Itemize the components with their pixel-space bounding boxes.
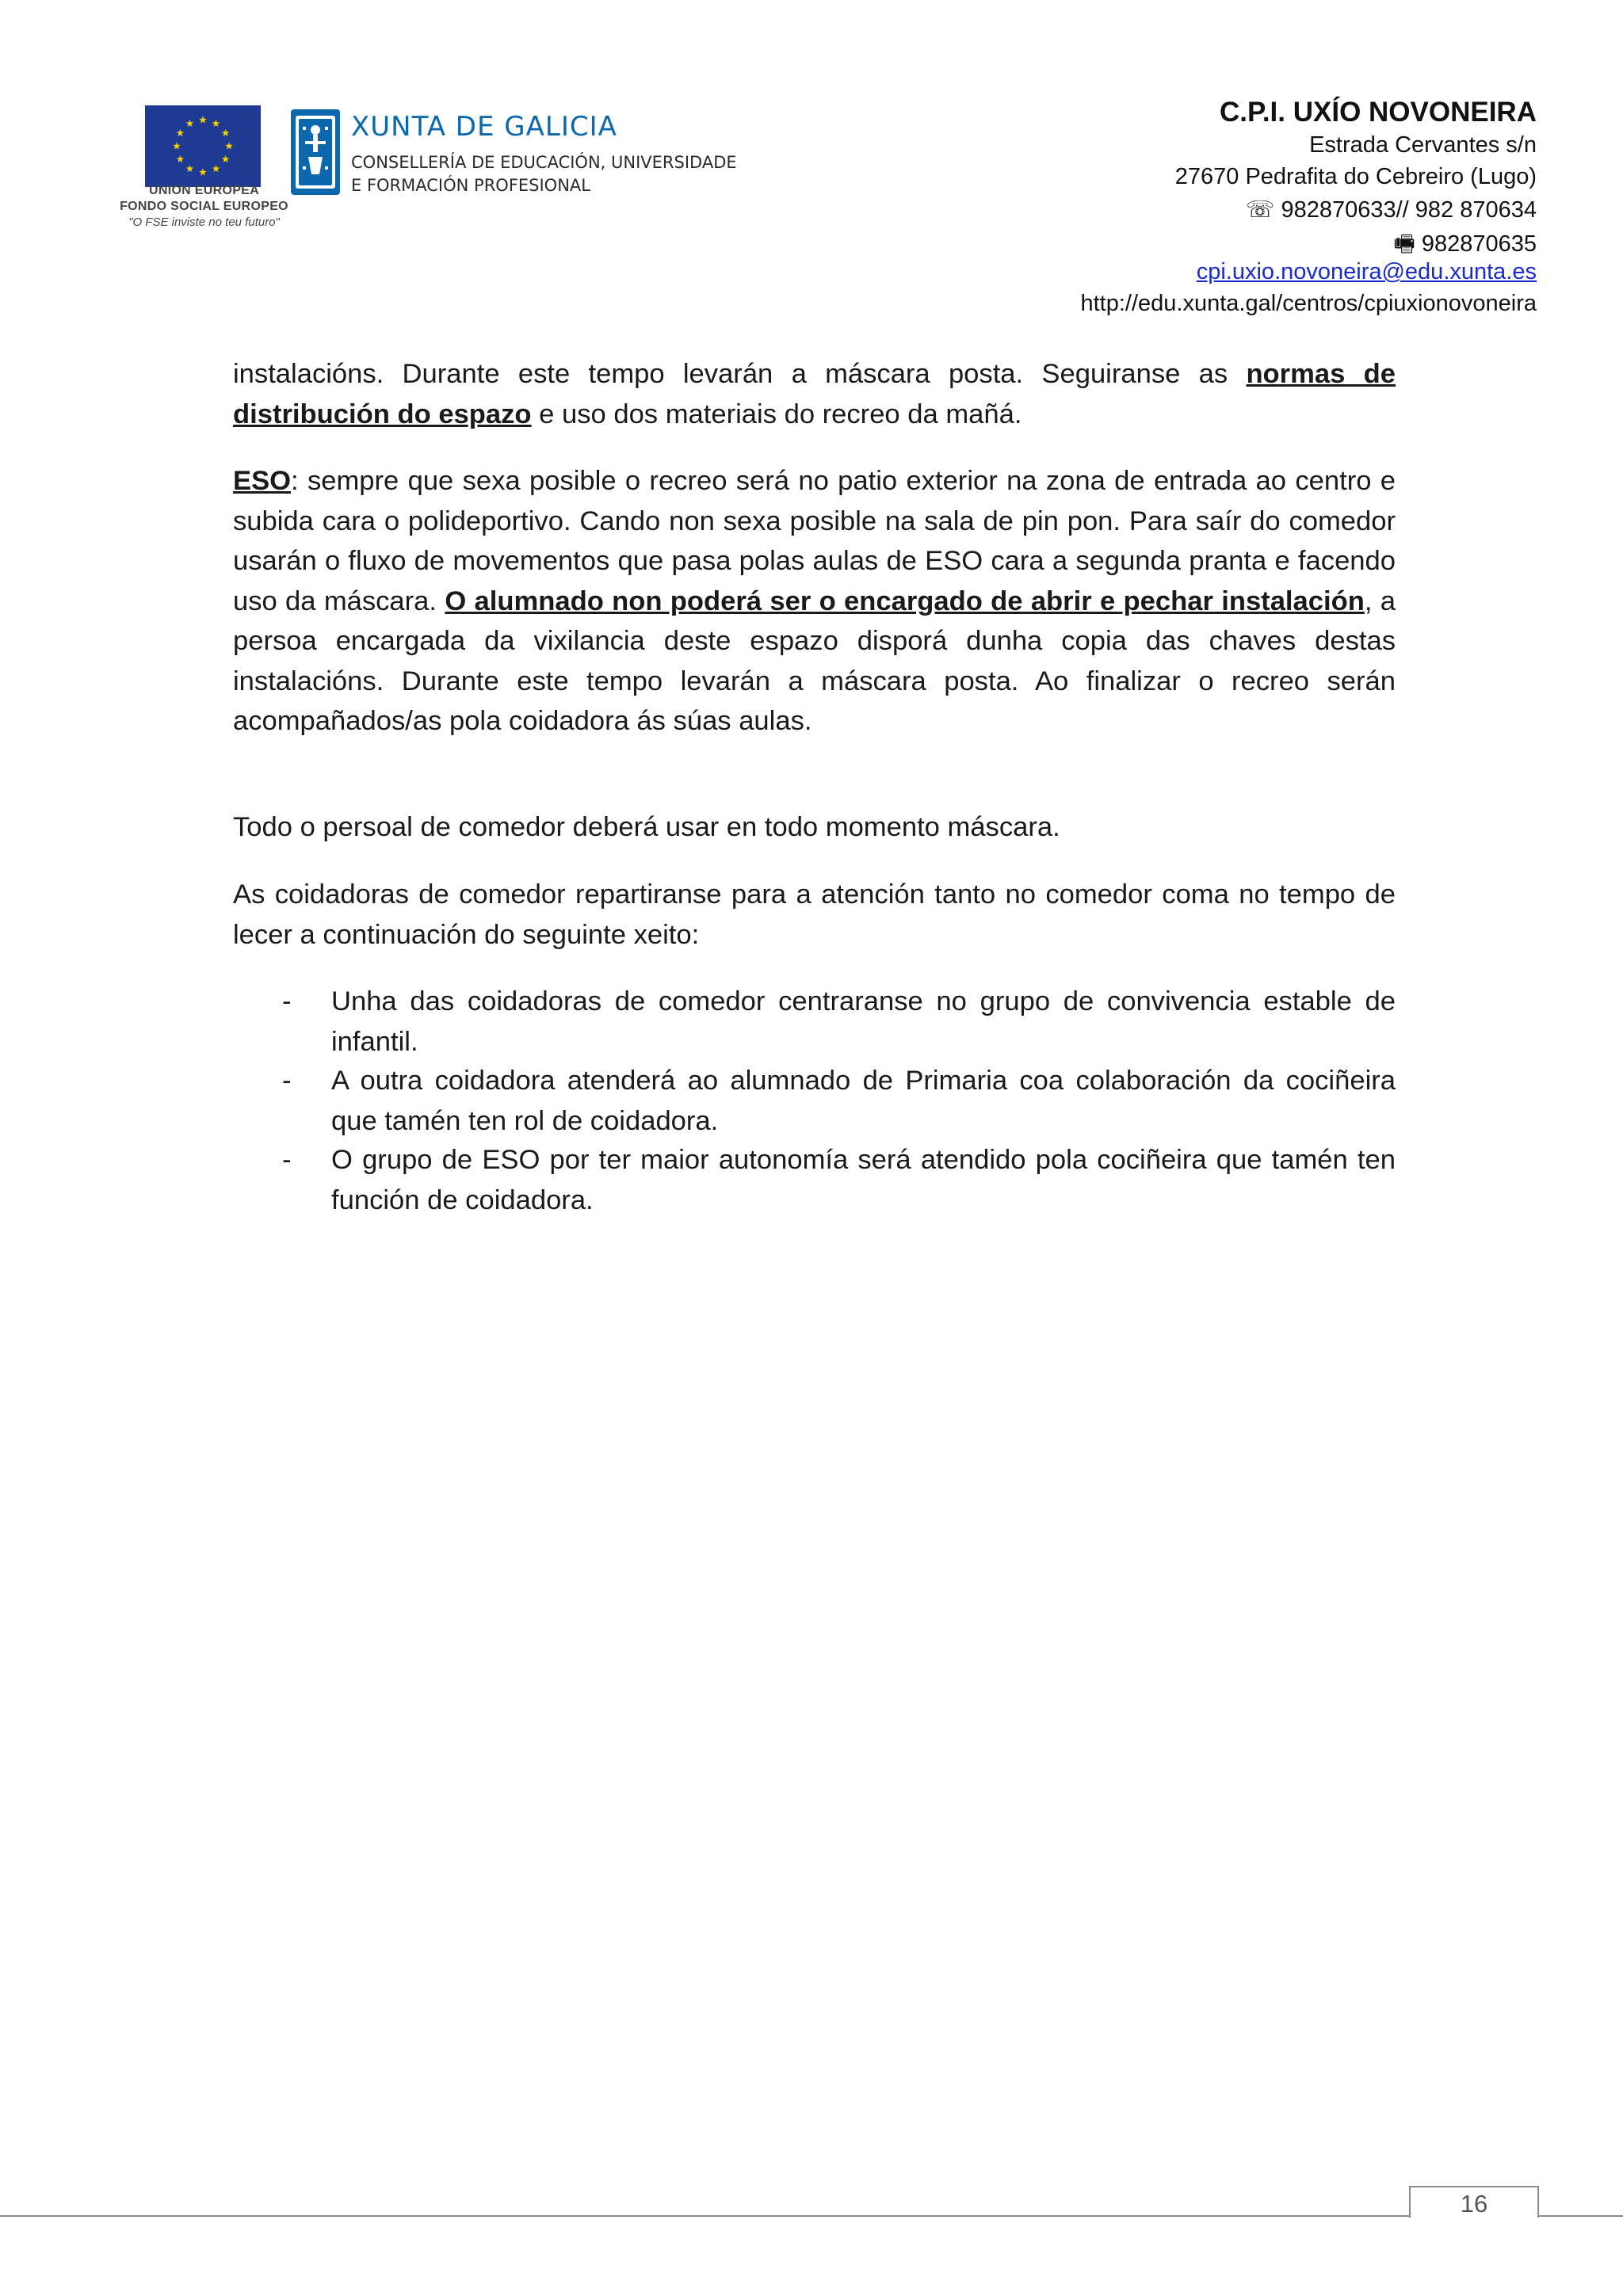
paragraph-eso-heading: ESO [233, 466, 292, 496]
list-item-text: A outra coidadora atenderá ao alumnado de Primaria coa colaboración da cociñeira que tamén ten rol de coidadora. [331, 1066, 1396, 1136]
school-name: C.P.I. UXÍO NOVONEIRA [1220, 97, 1537, 128]
xunta-dept-line1: CONSELLERÍA DE EDUCACIÓN, UNIVERSIDADE [351, 153, 737, 172]
school-phone: ☏ 982870633// 982 870634 [1246, 197, 1537, 223]
paragraph-1 [233, 354, 1396, 434]
list-bullet: - [282, 1066, 292, 1096]
list-item [233, 1140, 1396, 1220]
eu-caption-line1: UNIÓN EUROPEA [148, 184, 260, 197]
page-number: 16 [1409, 2186, 1539, 2218]
eu-caption-line3: "O FSE inviste no teu futuro" [128, 215, 280, 229]
school-address-line1: Estrada Cervantes s/n [1309, 132, 1537, 158]
paragraph-1-text-a: instalacións. Durante este tempo levarán a máscara posta. Seguiranse as [233, 359, 1247, 389]
xunta-dept-line2: E FORMACIÓN PROFESIONAL [351, 176, 590, 195]
list-item-text: Unha das coidadoras de comedor centraranse no grupo de convivencia estable de infantil. [331, 986, 1396, 1057]
paragraph-eso-text-b: , a persoa encargada da vixilancia deste espazo disporá dunha copia das chaves destas instalacións. Durante este tempo levarán a máscara posta. Ao finalizar o recreo serán acompañados/as pola coidadora ás súas aulas. [233, 585, 1396, 736]
paragraph-1-bold: normas de distribución do espazo [233, 359, 1396, 429]
school-website: http://edu.xunta.gal/centros/cpiuxionovoneira [1080, 291, 1537, 316]
school-fax: 🖷 982870635 [1393, 231, 1537, 257]
galicia-emblem-icon [291, 109, 340, 195]
paragraph-eso [233, 461, 1396, 742]
eu-caption-line2: FONDO SOCIAL EUROPEO [120, 200, 288, 213]
paragraph-1-text-b: e uso dos materiais do recreo da mañá. [531, 399, 1022, 429]
xunta-name: XUNTA DE GALICIA [351, 111, 617, 143]
footer-rule [0, 2215, 1623, 2217]
paragraph-3: Todo o persoal de comedor deberá usar en todo momento máscara. [233, 812, 1060, 842]
list-item-text: O grupo de ESO por ter maior autonomía será atendido pola cociñeira que tamén ten función de coidadora. [331, 1145, 1396, 1215]
school-email-link[interactable]: cpi.uxio.novoneira@edu.xunta.es [1196, 259, 1537, 284]
paragraph-eso-bold: O alumnado non poderá ser o encargado de abrir e pechar instalación [445, 585, 1365, 616]
list-item [233, 1061, 1396, 1141]
list-bullet: - [282, 986, 292, 1016]
paragraph-eso-text-a: : sempre que sexa posible o recreo será no patio exterior na zona de entrada ao centro e subida cara o polideportivo. Cando non sexa posible na sala de pin pon. Para saír do comedor usarán o fluxo de movementos que pasa polas aulas de ESO cara a segunda pranta e facendo uso da máscara. [233, 466, 1396, 616]
list-bullet: - [282, 1145, 292, 1175]
list-item [233, 982, 1396, 1062]
school-address-line2: 27670 Pedrafita do Cebreiro (Lugo) [1174, 164, 1537, 189]
paragraph-4: As coidadoras de comedor repartiranse para a atención tanto no comedor coma no tempo de lecer a continuación do seguinte xeito: [233, 879, 1396, 950]
eu-flag-icon [145, 105, 261, 187]
